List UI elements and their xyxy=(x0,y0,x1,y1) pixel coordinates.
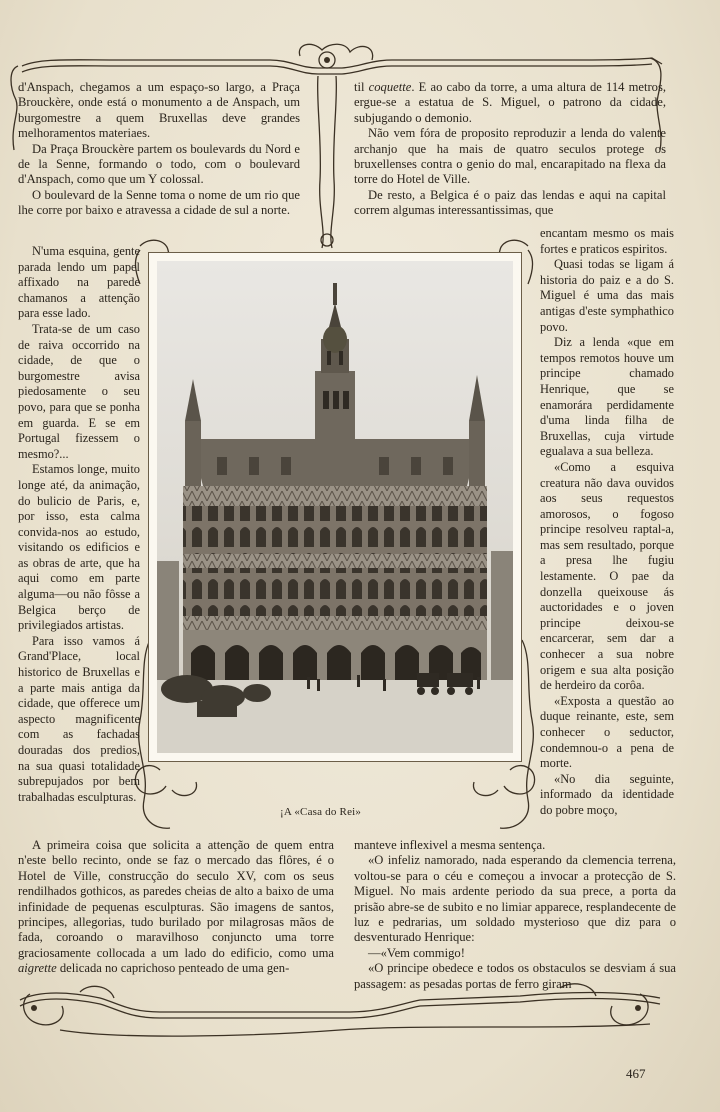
paragraph: Diz a lenda «que em tempos remotos houve um principe chamado Henrique, que se enamorára perdidamente d'uma linda filha de Bruxellas, cuja virtude egualava a sua belleza. xyxy=(540,335,674,459)
photo-caption: ¡A «Casa do Rei» xyxy=(280,806,362,818)
right-column-top xyxy=(354,80,666,219)
paragraph: «Exposta a questão ao duque reinante, este, sem conhecer o seductor, condemnou-o a pena de morte. xyxy=(540,693,674,771)
paragraph: «O infeliz namorado, nada esperando da clemencia terrena, voltou-se para o céu e começou a invocar a protecção de S. Miguel. No mais ardente periodo da sua prece, a porta da prisão abre-se de subito e no limiar apparece, resplandecente de luz e pedrarias, um soldado mysterioso que diz para o desventurado Henrique: xyxy=(354,853,676,945)
paragraph: —«Vem commigo! xyxy=(368,945,465,960)
page-number: 467 xyxy=(626,1066,646,1081)
paragraph: «No dia seguinte, informado da identidade do pobre moço, xyxy=(540,771,674,817)
right-narrow-column xyxy=(540,226,674,819)
left-narrow-column xyxy=(18,244,140,805)
italic-word: coquette xyxy=(368,80,412,94)
paragraph: «Como a esquiva creatura não dava ouvidos aos seus requestos amorosos, o fogoso principe resolveu raptal-a, mas sem resultado, porque a presa lhe fugiu lestamente. O pae da donzella queixouse ás auctoridades e o joven principe deixou-se encarcerar, sem dar a conhecer a sua nobre origem e sua alta posição de herdeiro da corôa. xyxy=(540,459,674,693)
building-illustration xyxy=(157,261,513,753)
paragraph: Para isso vamos á Grand'Place, local historico de Bruxellas e a parte mais antiga da cidade, que offerece um aspecto magnificente com as fachadas douradas dos predios, na sua quasi totalidade subrepujados por bem trabalhadas esculpturas. xyxy=(18,633,140,804)
paragraph: Estamos longe, muito longe até, da animação, do bulicio de Paris, e, por isso, esta calma convida-nos ao estudo, visitando os edificios e as obras de arte, que ha aqui como em parte alguma—ou não fôsse a Belgica berço de privilegiados artistas. xyxy=(18,462,140,633)
paragraph: encantam mesmo os mais fortes e praticos espiritos. xyxy=(540,226,674,256)
paragraph: Da Praça Brouckère partem os boulevards du Nord e de la Senne, formando o todo, com o boulevard d'Anspach, como que um Y colossal. xyxy=(18,141,300,187)
left-column-bottom xyxy=(18,838,334,977)
paragraph: O boulevard de la Senne toma o nome de um rio que lhe corre por baixo e atravessa a cidade de sul a norte. xyxy=(18,187,300,218)
paragraph: De resto, a Belgica é o paiz das lendas e aqui na capital correm algumas interessantissimas, que xyxy=(354,187,666,218)
paragraph: A primeira coisa que solicita a attenção de quem entra n'este bello recinto, onde se faz o mercado das flôres, é o Hotel de Ville, construcção do seculo XV, com os seus rendilhados gothicos, as paredes cheias de alto a baixo de uma infinidade de pequenas esculpturas. São imagens de santos, principes, allegorias, tudo burilado por milagrosas mãos de fada, coroando o maravilhoso conjuncto uma torre graciosamente collocada a um lado do edificio, como uma aigrette delicada no caprichoso penteado de uma gen- xyxy=(18,838,334,976)
paragraph: til coquette. E ao cabo da torre, a uma altura de 114 metros, ergue-se a estatua de S. Miguel, o patrono da cidade, subjugando o demonio. xyxy=(354,80,666,125)
paragraph: Trata-se de um caso de raiva occorrido na cidade, de que o burgomestre avisa piedosamente o seu povo, para que se ponha em guarda. E se em Portugal fizessem o mesmo?... xyxy=(18,321,140,461)
paragraph: manteve inflexivel a mesma sentença. xyxy=(354,838,546,852)
paragraph: «O principe obedece e todos os obstaculos se desviam á sua passagem: as pesadas portas de ferro giram xyxy=(354,961,676,991)
right-column-bottom xyxy=(354,838,676,992)
photograph-maison-du-roi xyxy=(157,261,513,753)
photo-frame xyxy=(148,252,522,762)
paragraph: Não vem fóra de proposito reproduzir a lenda do valente archanjo que ha mais de quatro seculos protege os bruxellenses contra o genio do mal, encarapitado na flexa da torre do Hotel de Ville. xyxy=(354,126,666,187)
paragraph: Quasi todas se ligam á historia do paiz e a do S. Miguel é uma das mais antigas d'este symphathico povo. xyxy=(540,257,674,334)
paragraph: N'uma esquina, gente parada lendo um papel affixado na parede chamanos a attenção para esse lado. xyxy=(18,244,140,321)
paragraph: d'Anspach, chegamos a um espaço-so largo, a Praça Brouckère, onde está o monumento a de Anspach, um burgomestre a quem Bruxellas deve grandes melhoramentos materiaes. xyxy=(18,80,300,141)
italic-word: aigrette xyxy=(18,961,57,976)
left-column-top xyxy=(18,80,300,219)
